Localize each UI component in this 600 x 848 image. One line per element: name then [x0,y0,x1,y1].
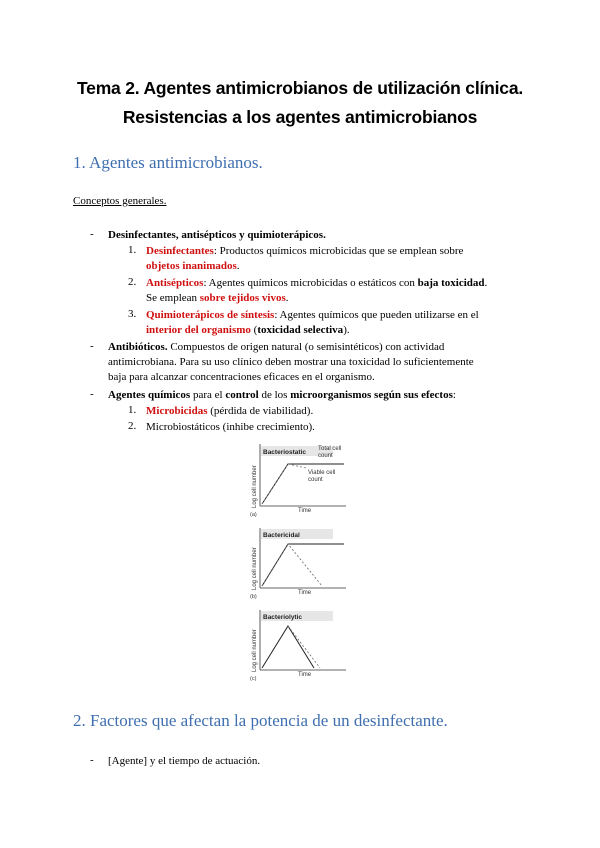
total-count-line [262,544,344,586]
section1-subheading: Conceptos generales. [73,195,167,207]
list-item-antisepticos: Antisépticos: Agentes químicos microbicidas o estáticos con baja toxicidad. Se emplean sobre tejidos vivos. [146,277,488,304]
viable-count-label-2: count [308,477,323,483]
list-item-microbiostaticos: Microbiostáticos (inhibe crecimiento). [146,421,315,433]
figure-ylabel: Log cell number [252,547,258,590]
list-number: 2. [128,276,137,288]
figure-xlabel: Time [298,508,312,514]
document-title-line1: Tema 2. Agentes antimicrobianos de utilización clínica. [76,78,524,98]
bullet1-label: Desinfectantes, antisépticos y quimioterápicos. [108,229,326,241]
bullet-dash: - [90,754,94,766]
viable-count-line [262,464,306,504]
figure-panel-bactericidal [248,526,358,600]
figure-xlabel: Time [298,590,312,596]
bullet-dash: - [90,340,94,352]
list-item-desinfectantes: Desinfectantes: Productos químicos microbicidas que se emplean sobre objetos inanimados. [146,245,464,272]
total-count-label-2: count [318,453,333,459]
panel-tag: (c) [250,676,257,682]
figure-panel-bacteriolytic [248,608,358,682]
bullet-dash: - [90,388,94,400]
panel-title: Bacteriolytic [263,614,303,621]
viable-count-label-1: Viable cell [308,470,336,476]
section2-bullet: [Agente] y el tiempo de actuación. [108,755,261,767]
list-number: 1. [128,404,137,416]
figure-panel-bacteriostatic [248,442,358,518]
list-number: 1. [128,244,137,256]
list-number: 3. [128,308,137,320]
section1-heading: 1. Agentes antimicrobianos. [73,153,263,172]
panel-title: Bacteriostatic [263,449,306,456]
list-item-microbicidas: Microbicidas (pérdida de viabilidad). [146,405,314,417]
bullet3-agentes-quimicos: Agentes químicos para el control de los microorganismos según sus efectos: [108,389,456,401]
list-item-quimioterapicos: Quimioterápicos de síntesis: Agentes químicos que pueden utilizarse en el interior del organismo (toxicidad selectiva). [146,309,479,336]
list-number: 2. [128,420,137,432]
total-count-line [262,626,314,668]
panel-tag: (b) [250,594,257,600]
total-count-label-1: Total cell [318,446,342,452]
panel-title: Bactericidal [263,532,300,539]
panel-tag: (a) [250,512,257,518]
document-title-line2: Resistencias a los agentes antimicrobianos [122,107,478,127]
bullet-dash: - [90,228,94,240]
figure-ylabel: Log cell number [252,465,258,508]
section2-heading: 2. Factores que afectan la potencia de un desinfectante. [73,711,448,730]
figure-ylabel: Log cell number [252,629,258,672]
bullet2-antibioticos: Antibióticos. Compuestos de origen natural (o semisintéticos) con actividad antimicrobiana. Para su uso clínico deben mostrar una toxicidad lo suficientemente baja para alcanzar concentraciones eficaces en el organismo. [108,341,474,383]
viable-count-line [262,544,322,586]
figure-xlabel: Time [298,672,312,678]
viable-count-line [288,626,320,668]
